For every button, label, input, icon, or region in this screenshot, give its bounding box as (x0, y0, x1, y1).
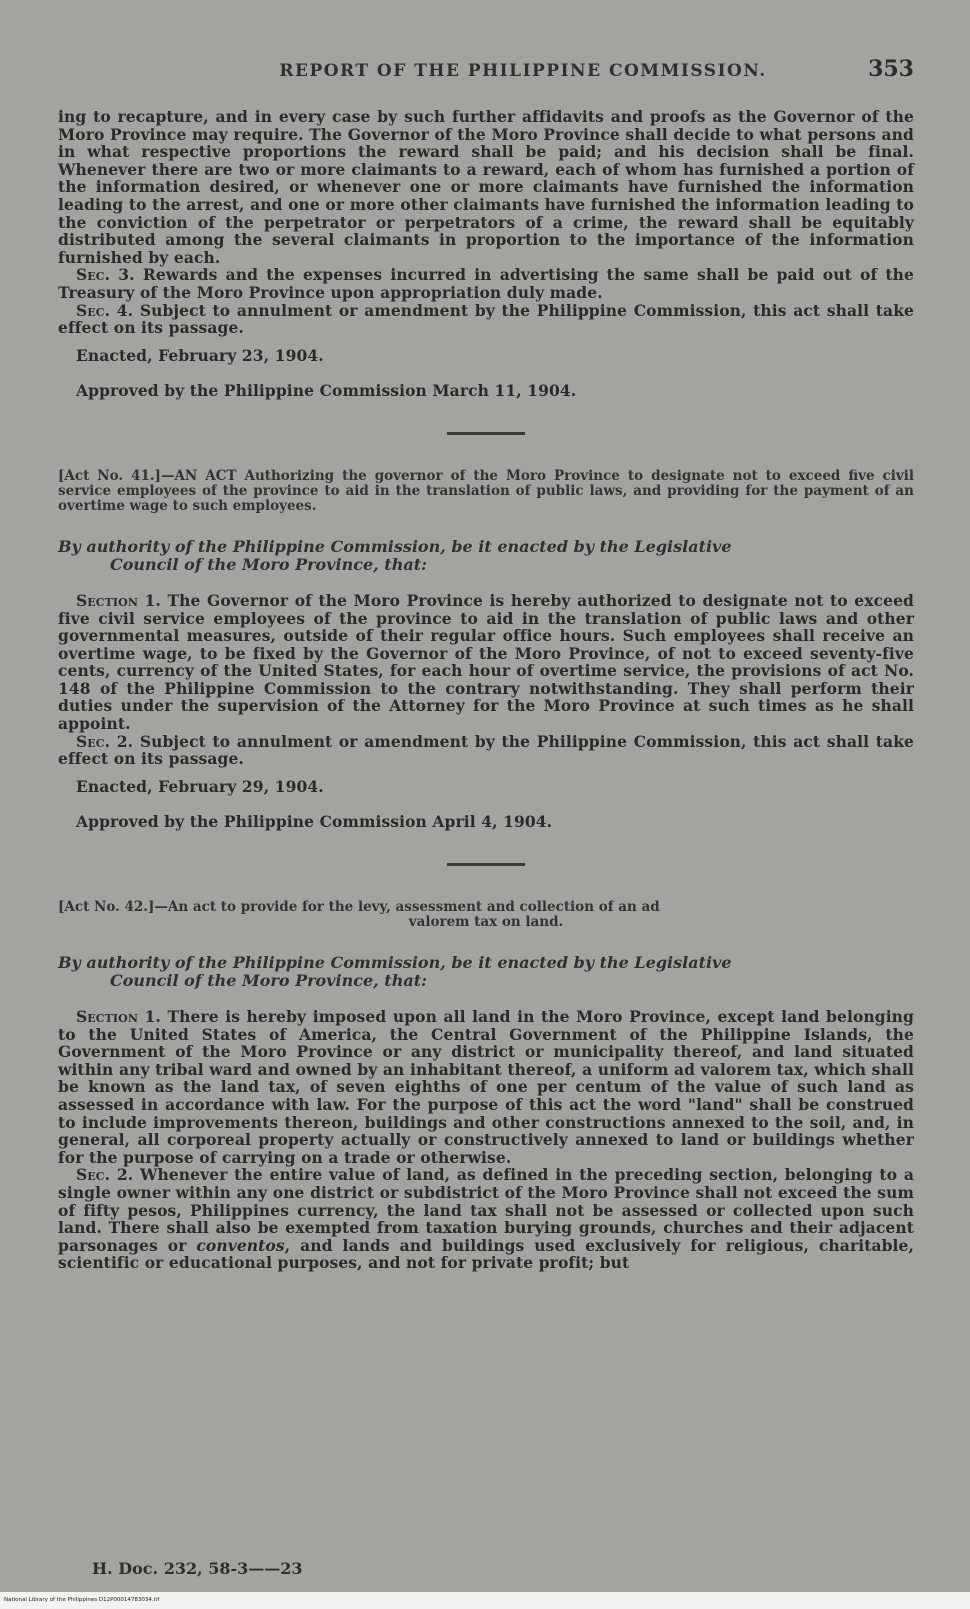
act42-sec1-text: There is hereby imposed upon all land in the Moro Province, except land belonging to the United States of America, the Central Government of the Philippine Islands, the Government of the Moro Province or any district or municipality thereof, and land situated within any tribal ward and owned by an inhabitant thereof, a uniform ad valorem tax, which shall be known as the land tax, of seven eighths of one per centum of the value of such land as assessed in accordance with law. For the purpose of this act the word "land" shall be construed to include improvements thereon, buildings and other constructions annexed to the soil, and, in general, all corporeal property actually or constructively annexed to land or buildings whether for the purpose of carrying on a trade or otherwise. (58, 1007, 914, 1167)
library-stamp-text: National Library of the Philippines D12P00014783034.tif (4, 1597, 160, 1603)
act41-authority-line-1: By authority of the Philippine Commission, be it enacted by the Legislative (58, 536, 732, 556)
act40-continued-paragraph: ing to recapture, and in every case by such further affidavits and proofs as the Governor of the Moro Province may require. The Governor of the Moro Province shall decide to what persons and in what respective proportions the reward shall be paid; and his decision shall be final. Whenever there are two or more claimants to a reward, each of whom has furnished a portion of the information desired, or whenever one or more claimants have furnished the information leading to the arrest, and one or more other claimants have furnished the information leading to the conviction of the perpetrator or perpetrators of a crime, the reward shall be equitably distributed among the several claimants in proportion to the importance of the information furnished by each. (58, 107, 914, 267)
act42-sec2-label: Sec. 2. (76, 1165, 134, 1185)
act40-enacted: Enacted, February 23, 1904. (76, 345, 324, 365)
act40-section-4 (58, 302, 914, 337)
act41-sec1-text: The Governor of the Moro Province is hereby authorized to designate not to exceed five civil service employees of the province to aid in the translation of public laws and other governmental measures, outside of their regular office hours. Such employees shall receive an overtime wage, to be fixed by the Governor of the Moro Province, of not to exceed seventy-five cents, currency of the United States, for each hour of overtime service, the provisions of act No. 148 of the Philippine Commission to the contrary notwithstanding. They shall perform their duties under the supervision of the Attorney for the Moro Province at such times as he shall appoint. (58, 590, 914, 734)
act40-sec3-text: Rewards and the expenses incurred in advertising the same shall be paid out of the Treasury of the Moro Province upon appropriation duly made. (58, 265, 914, 302)
act40-approved: Approved by the Philippine Commission March 11, 1904. (76, 381, 577, 401)
act42-sec2-text-b: , and lands and buildings used exclusively for religious, charitable, scientific or educational purposes, and not for private profit; but (58, 1235, 914, 1273)
act41-enacting-clause (58, 538, 914, 574)
running-header (58, 56, 914, 82)
act42-section-2 (58, 1166, 914, 1272)
act42-authority-line-2: Council of the Moro Province, that: (110, 971, 427, 991)
section-divider (447, 863, 525, 866)
act40-sec3-label: Sec. 3. (76, 265, 135, 285)
running-title: REPORT OF THE PHILIPPINE COMMISSION. (279, 61, 767, 81)
act41-authority-line-2: Council of the Moro Province, that: (110, 554, 427, 574)
act42-sec2-italic-term: conventos (196, 1235, 285, 1255)
act42-caption (58, 900, 914, 930)
act42-caption-line-1: [Act No. 42.]—An act to provide for the levy, assessment and collection of an ad (58, 899, 660, 916)
act42-authority-line-1: By authority of the Philippine Commission, be it enacted by the Legislative (58, 953, 732, 973)
act41-section-2 (58, 733, 914, 768)
act42-caption-line-2: valorem tax on land. (408, 914, 564, 931)
act40-sec4-text: Subject to annulment or amendment by the Philippine Commission, this act shall take effect on its passage. (58, 300, 914, 338)
act41-sec2-label: Sec. 2. (76, 731, 134, 751)
act41-section-1 (58, 592, 914, 733)
act40-section-3 (58, 266, 914, 301)
act41-approved: Approved by the Philippine Commission April 4, 1904. (76, 812, 553, 832)
act42-sec2-text-a: Whenever the entire value of land, as defined in the preceding section, belonging to a single owner within any one district or subdistrict of the Moro Province shall not exceed the sum of fifty pesos, Philippines currency, the land tax shall not be assessed or collected upon such land. There shall also be exempted from taxation burying grounds, churches and their adjacent parsonages or (58, 1165, 914, 1255)
act42-sec1-label: Section 1. (76, 1007, 161, 1027)
page-number: 353 (868, 56, 914, 82)
act42-enacting-clause (58, 954, 914, 990)
library-stamp-bar (0, 1592, 970, 1609)
act41-sec2-text: Subject to annulment or amendment by the Philippine Commission, this act shall take effect on its passage. (58, 731, 914, 769)
act41-caption: [Act No. 41.]—AN ACT Authorizing the governor of the Moro Province to designate not to exceed five civil service employees of the province to aid in the translation of public laws, and providing for the payment of an overtime wage to such employees. (58, 467, 914, 514)
act41-enacted: Enacted, February 29, 1904. (76, 776, 324, 796)
act40-sec4-label: Sec. 4. (76, 300, 134, 320)
document-signature: H. Doc. 232, 58-3——23 (92, 1559, 303, 1578)
act42-section-1 (58, 1008, 914, 1166)
act41-sec1-label: Section 1. (76, 590, 161, 610)
section-divider (447, 432, 525, 435)
